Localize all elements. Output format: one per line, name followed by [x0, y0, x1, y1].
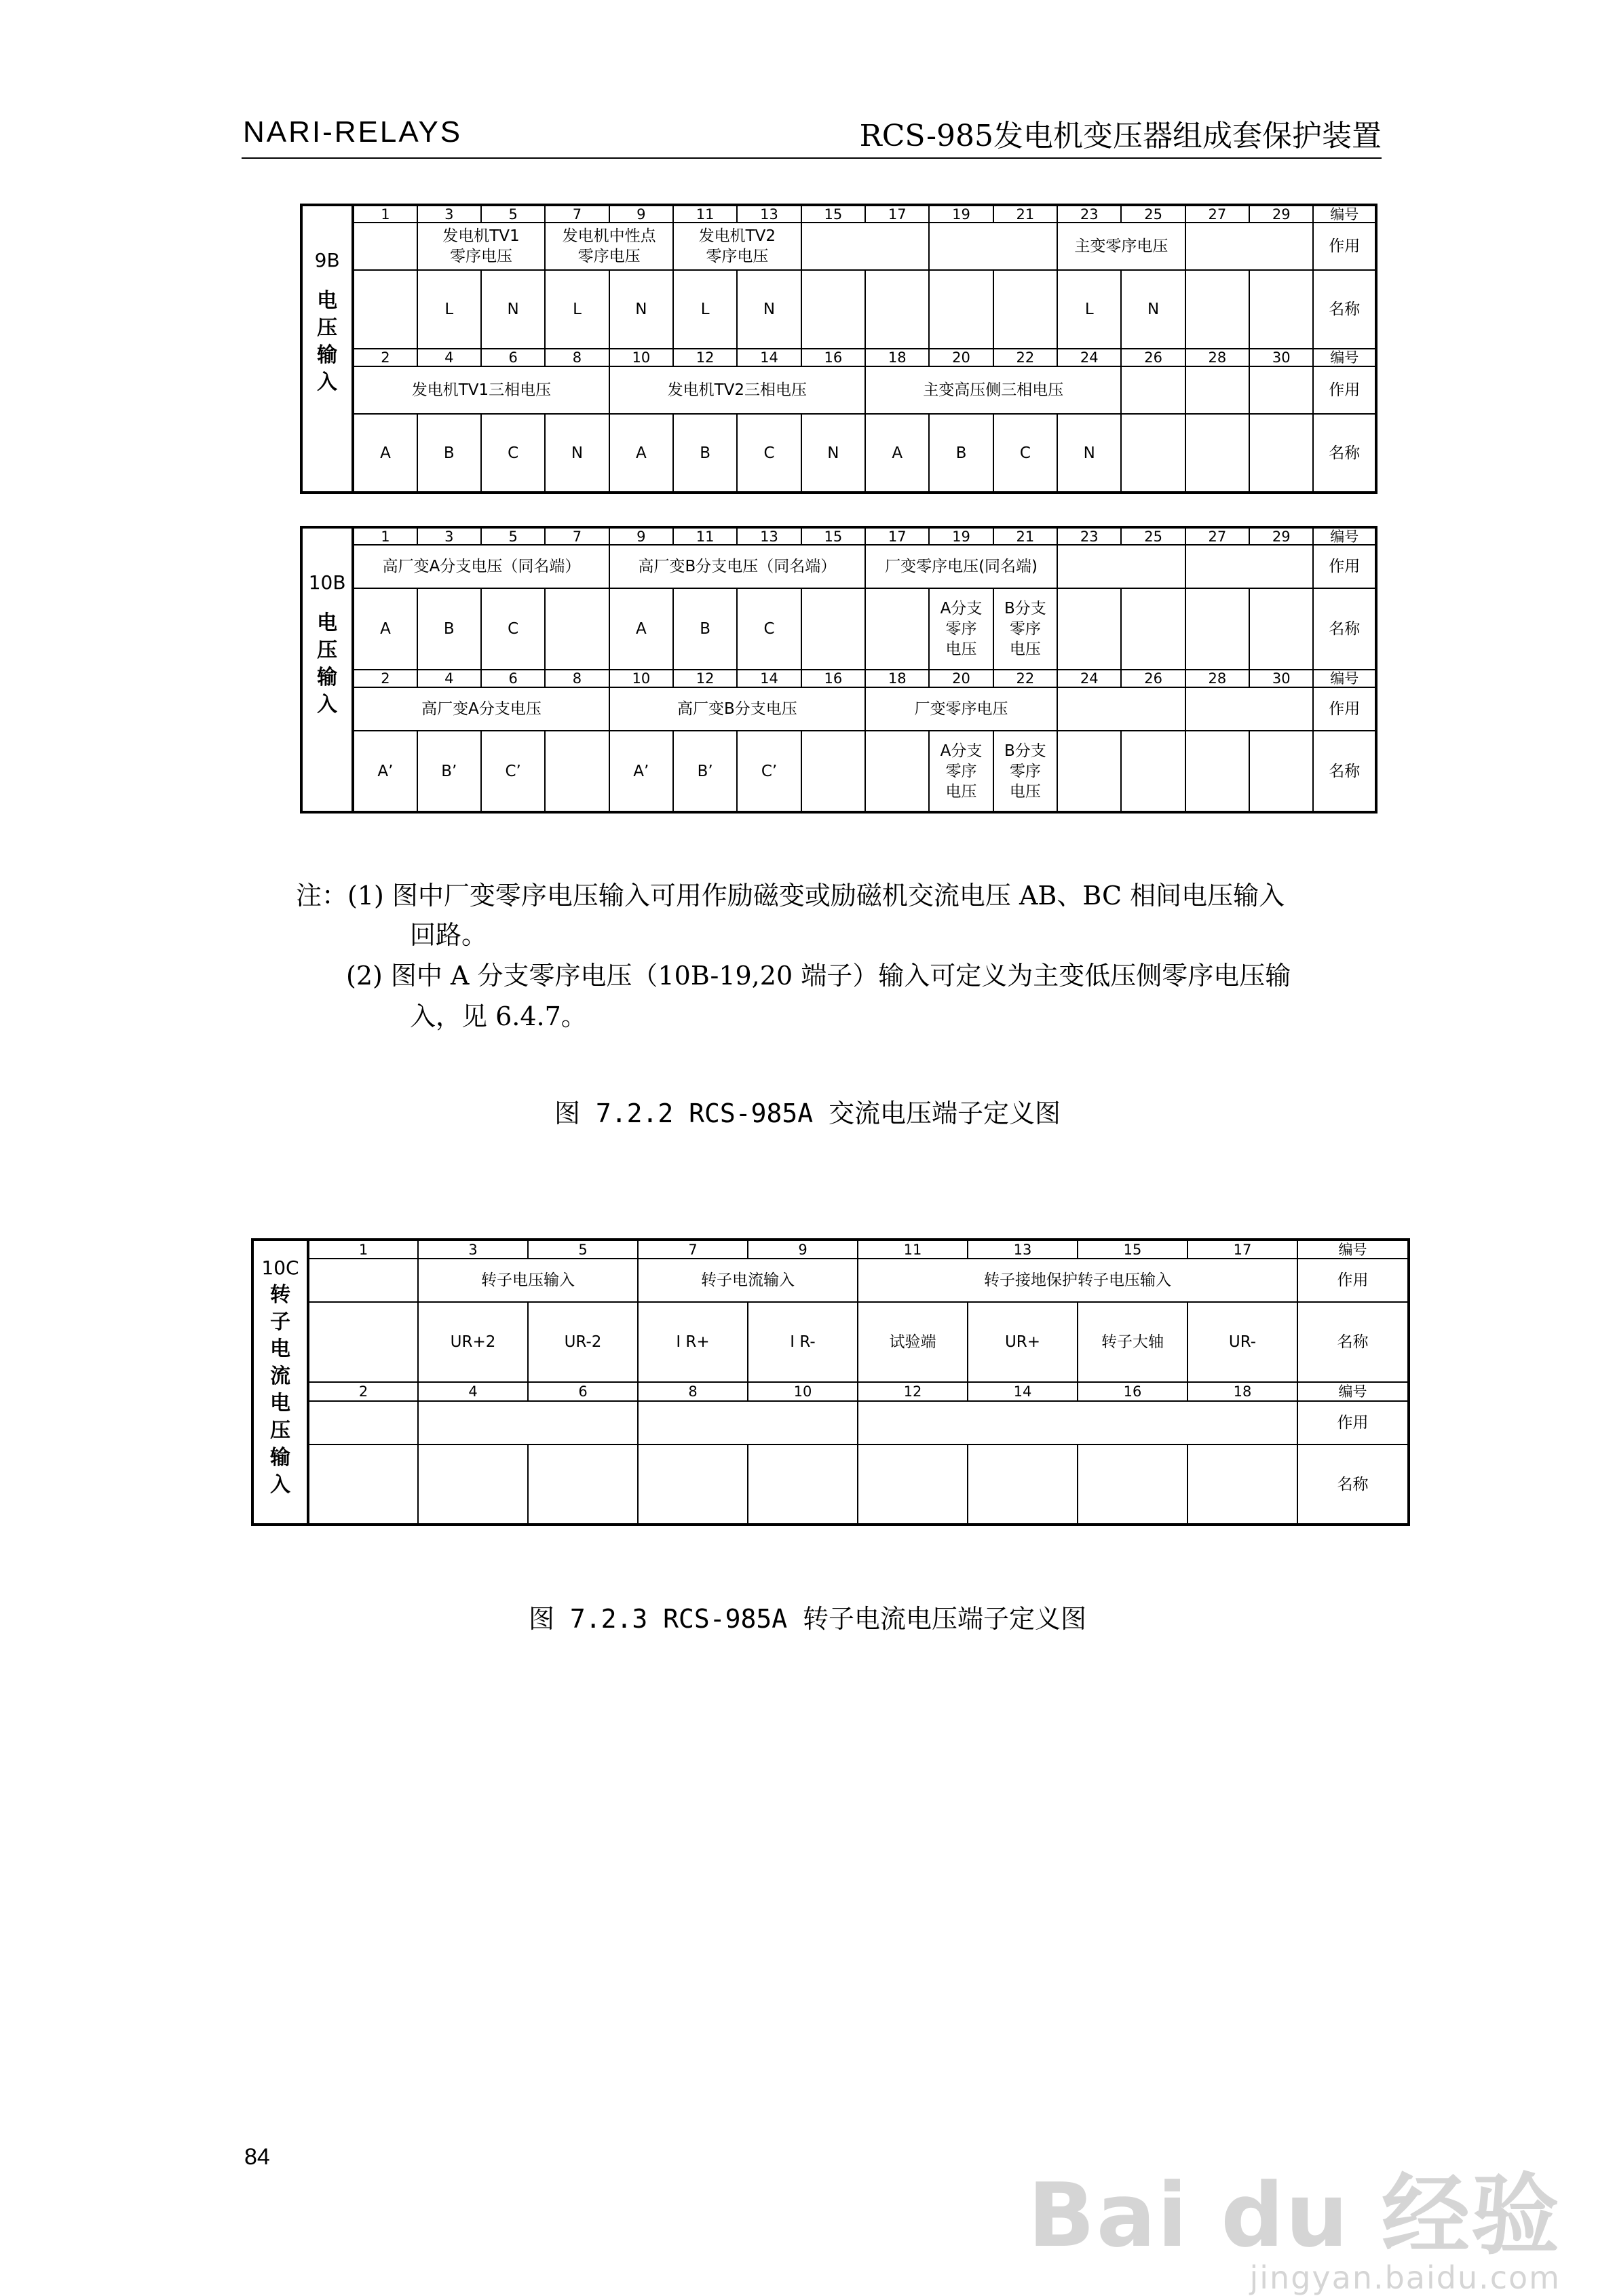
- terminal-name: L: [545, 270, 609, 349]
- row-legend-name: 名称: [1313, 270, 1376, 349]
- terminal-name: [1078, 1444, 1188, 1525]
- note-2: (2) 图中 A 分支零序电压（10B-19,20 端子）输入可定义为主变低压侧零序电压输: [346, 961, 1291, 991]
- terminal-name: N: [481, 270, 545, 349]
- terminal-number: 14: [737, 670, 801, 687]
- terminal-function: [801, 223, 930, 270]
- terminal-function: [1185, 366, 1249, 414]
- terminal-number: 21: [993, 527, 1057, 545]
- terminal-number: 10: [748, 1382, 858, 1401]
- terminal-number: 24: [1057, 670, 1121, 687]
- terminal-name: [858, 1444, 968, 1525]
- terminal-number: 27: [1185, 205, 1249, 223]
- terminal-name: [865, 270, 929, 349]
- terminal-function: [1121, 366, 1185, 414]
- terminal-number: 30: [1249, 349, 1313, 366]
- terminal-number: 30: [1249, 670, 1313, 687]
- terminal-number: 2: [308, 1382, 418, 1401]
- terminal-name: N: [545, 414, 609, 493]
- terminal-name: B: [417, 588, 481, 670]
- terminal-name: N: [1057, 414, 1121, 493]
- row-legend-num: 编号: [1313, 670, 1376, 687]
- terminal-name: N: [1121, 270, 1185, 349]
- header-rule: [242, 157, 1382, 159]
- note-1: 注：(1) 图中厂变零序电压输入可用作励磁变或励磁机交流电压 AB、BC 相间电压输入: [296, 881, 1285, 911]
- header-left: NARI-RELAYS: [243, 115, 463, 149]
- terminal-number: 9: [609, 205, 673, 223]
- terminal-name: A’: [609, 731, 673, 812]
- terminal-number: 11: [858, 1240, 968, 1259]
- terminal-function: [418, 1401, 638, 1444]
- terminal-name: A: [353, 414, 417, 493]
- terminal-name: [1249, 270, 1313, 349]
- terminal-number: 22: [993, 670, 1057, 687]
- terminal-function: 高厂变A分支电压（同名端）: [353, 545, 609, 588]
- terminal-number: 9: [609, 527, 673, 545]
- terminal-name: [1249, 414, 1313, 493]
- row-legend-name: 名称: [1313, 731, 1376, 812]
- terminal-number: 17: [865, 527, 929, 545]
- terminal-number: 3: [418, 1240, 528, 1259]
- terminal-name: UR-: [1188, 1302, 1297, 1382]
- terminal-name: N: [801, 414, 865, 493]
- terminal-block-label: [301, 205, 353, 493]
- row-legend-use: 作用: [1313, 687, 1376, 731]
- terminal-name: C: [481, 414, 545, 493]
- terminal-name: [1185, 270, 1249, 349]
- terminal-name: C: [481, 588, 545, 670]
- terminal-number: 18: [1188, 1382, 1297, 1401]
- terminal-name: [748, 1444, 858, 1525]
- terminal-name: [801, 588, 865, 670]
- terminal-number: 23: [1057, 527, 1121, 545]
- header-right: RCS-985发电机变压器组成套保护装置: [859, 119, 1382, 153]
- terminal-number: 5: [481, 205, 545, 223]
- watermark-brand: Bai du 经验: [1027, 2164, 1561, 2267]
- terminal-name: I R-: [748, 1302, 858, 1382]
- terminal-number: 13: [737, 527, 801, 545]
- terminal-number: 4: [417, 349, 481, 366]
- terminal-name: [993, 270, 1057, 349]
- terminal-number: 4: [417, 670, 481, 687]
- terminal-number: 11: [673, 205, 737, 223]
- baidu-watermark: [1027, 2164, 1561, 2296]
- terminal-name: [545, 588, 609, 670]
- terminal-number: 6: [528, 1382, 638, 1401]
- terminal-name: B’: [673, 731, 737, 812]
- terminal-name: [865, 588, 929, 670]
- terminal-number: 11: [673, 527, 737, 545]
- terminal-number: 28: [1185, 670, 1249, 687]
- terminal-number: 19: [929, 527, 993, 545]
- terminal-name: [418, 1444, 528, 1525]
- terminal-number: 8: [545, 670, 609, 687]
- terminal-function: 高厂变B分支电压: [609, 687, 865, 731]
- row-legend-use: 作用: [1313, 545, 1376, 588]
- terminal-number: 12: [673, 670, 737, 687]
- terminal-function: 转子电流输入: [638, 1259, 858, 1302]
- row-legend-num: 编号: [1313, 349, 1376, 366]
- terminal-block-label: [301, 527, 353, 812]
- terminal-name: C’: [481, 731, 545, 812]
- terminal-name: UR+: [968, 1302, 1078, 1382]
- terminal-name: [865, 731, 929, 812]
- terminal-name: [1057, 588, 1121, 670]
- terminal-number: 18: [865, 670, 929, 687]
- terminal-function: [1185, 545, 1314, 588]
- terminal-name: [638, 1444, 748, 1525]
- terminal-function: [353, 223, 417, 270]
- terminal-name: A: [865, 414, 929, 493]
- terminal-name: [1185, 414, 1249, 493]
- terminal-number: 20: [929, 349, 993, 366]
- terminal-name: C: [737, 414, 801, 493]
- terminal-number: 6: [481, 349, 545, 366]
- terminal-function: [1057, 545, 1185, 588]
- terminal-name: I R+: [638, 1302, 748, 1382]
- terminal-name: A: [609, 414, 673, 493]
- terminal-name: [1121, 414, 1185, 493]
- terminal-number: 27: [1185, 527, 1249, 545]
- terminal-name: N: [609, 270, 673, 349]
- terminal-name: L: [417, 270, 481, 349]
- block-id: 10B: [308, 571, 346, 594]
- terminal-number: 3: [417, 527, 481, 545]
- terminal-name: N: [737, 270, 801, 349]
- page-number: 84: [244, 2144, 270, 2170]
- terminal-name: [801, 270, 865, 349]
- terminal-name: B分支 零序 电压: [993, 588, 1057, 670]
- terminal-name: [1185, 731, 1249, 812]
- terminal-function: [308, 1401, 418, 1444]
- terminal-number: 8: [638, 1382, 748, 1401]
- terminal-name: [308, 1444, 418, 1525]
- row-legend-num: 编号: [1313, 527, 1376, 545]
- terminal-number: 10: [609, 349, 673, 366]
- terminal-name: [1188, 1444, 1297, 1525]
- terminal-number: 15: [801, 527, 865, 545]
- terminal-function: 主变零序电压: [1057, 223, 1185, 270]
- terminal-number: 14: [737, 349, 801, 366]
- row-legend-use: 作用: [1313, 223, 1376, 270]
- terminal-table-10c: [251, 1238, 1410, 1526]
- terminal-function: [858, 1401, 1297, 1444]
- terminal-number: 15: [1078, 1240, 1188, 1259]
- figure-caption-7-2-3: 图 7.2.3 RCS-985A 转子电流电压端子定义图: [528, 1604, 1087, 1634]
- terminal-function: 转子接地保护转子电压输入: [858, 1259, 1297, 1302]
- note-1-cont: 回路。: [410, 920, 488, 950]
- terminal-number: 13: [968, 1240, 1078, 1259]
- terminal-number: 7: [545, 527, 609, 545]
- terminal-name: [1185, 588, 1249, 670]
- terminal-name: B: [673, 588, 737, 670]
- terminal-function: 高厂变B分支电压（同名端）: [609, 545, 865, 588]
- terminal-name: L: [673, 270, 737, 349]
- terminal-name: C’: [737, 731, 801, 812]
- terminal-number: 12: [858, 1382, 968, 1401]
- terminal-name: [968, 1444, 1078, 1525]
- terminal-number: 6: [481, 670, 545, 687]
- terminal-function: [1185, 223, 1314, 270]
- terminal-number: 26: [1121, 670, 1185, 687]
- terminal-name: B: [673, 414, 737, 493]
- terminal-function: [308, 1259, 418, 1302]
- terminal-block-label: [252, 1240, 308, 1525]
- terminal-name: [1121, 731, 1185, 812]
- terminal-number: 23: [1057, 205, 1121, 223]
- terminal-name: B: [929, 414, 993, 493]
- terminal-name: [1057, 731, 1121, 812]
- terminal-number: 21: [993, 205, 1057, 223]
- row-legend-num: 编号: [1313, 205, 1376, 223]
- terminal-function: [1057, 687, 1185, 731]
- terminal-function: 厂变零序电压: [865, 687, 1057, 731]
- terminal-number: 16: [801, 670, 865, 687]
- terminal-function: [1185, 687, 1314, 731]
- watermark-url: jingyan.baidu.com: [1249, 2259, 1561, 2296]
- terminal-number: 12: [673, 349, 737, 366]
- terminal-number: 13: [737, 205, 801, 223]
- terminal-name: 试验端: [858, 1302, 968, 1382]
- terminal-function: 发电机TV1 零序电压: [417, 223, 546, 270]
- row-legend-name: 名称: [1297, 1444, 1409, 1525]
- terminal-number: 2: [353, 349, 417, 366]
- terminal-number: 5: [481, 527, 545, 545]
- terminal-number: 25: [1121, 527, 1185, 545]
- terminal-name: [801, 731, 865, 812]
- terminal-table-10b: [300, 526, 1378, 814]
- terminal-name: A: [353, 588, 417, 670]
- terminal-name: [353, 270, 417, 349]
- terminal-number: 3: [417, 205, 481, 223]
- terminal-number: 1: [308, 1240, 418, 1259]
- row-legend-name: 名称: [1297, 1302, 1409, 1382]
- terminal-name: [1249, 731, 1313, 812]
- terminal-number: 4: [418, 1382, 528, 1401]
- terminal-number: 5: [528, 1240, 638, 1259]
- terminal-number: 20: [929, 670, 993, 687]
- terminal-name: [545, 731, 609, 812]
- terminal-function: [638, 1401, 858, 1444]
- block-description: 电 压 输 入: [317, 611, 338, 716]
- terminal-number: 2: [353, 670, 417, 687]
- terminal-number: 19: [929, 205, 993, 223]
- terminal-name: B分支 零序 电压: [993, 731, 1057, 812]
- terminal-table-9b: [300, 204, 1378, 494]
- row-legend-num: 编号: [1297, 1382, 1409, 1401]
- row-legend-use: 作用: [1313, 366, 1376, 414]
- block-id: 9B: [314, 249, 340, 271]
- terminal-function: 发电机TV2 零序电压: [673, 223, 801, 270]
- terminal-name: [528, 1444, 638, 1525]
- terminal-name: [308, 1302, 418, 1382]
- terminal-function: 发电机中性点 零序电压: [545, 223, 673, 270]
- terminal-number: 8: [545, 349, 609, 366]
- terminal-number: 22: [993, 349, 1057, 366]
- terminal-number: 1: [353, 527, 417, 545]
- terminal-name: A: [609, 588, 673, 670]
- terminal-name: UR-2: [528, 1302, 638, 1382]
- terminal-number: 17: [865, 205, 929, 223]
- terminal-number: 18: [865, 349, 929, 366]
- terminal-name: 转子大轴: [1078, 1302, 1188, 1382]
- terminal-name: B’: [417, 731, 481, 812]
- row-legend-use: 作用: [1297, 1401, 1409, 1444]
- terminal-number: 26: [1121, 349, 1185, 366]
- terminal-name: A’: [353, 731, 417, 812]
- terminal-function: 高厂变A分支电压: [353, 687, 609, 731]
- figure-caption-7-2-2: 图 7.2.2 RCS-985A 交流电压端子定义图: [554, 1098, 1061, 1128]
- terminal-name: [929, 270, 993, 349]
- note-2-cont: 入，见 6.4.7。: [410, 1001, 587, 1031]
- terminal-number: 7: [638, 1240, 748, 1259]
- terminal-name: L: [1057, 270, 1121, 349]
- terminal-number: 29: [1249, 205, 1313, 223]
- terminal-function: [929, 223, 1057, 270]
- terminal-number: 24: [1057, 349, 1121, 366]
- terminal-number: 14: [968, 1382, 1078, 1401]
- terminal-number: 9: [748, 1240, 858, 1259]
- row-legend-use: 作用: [1297, 1259, 1409, 1302]
- terminal-function: 主变高压侧三相电压: [865, 366, 1121, 414]
- terminal-number: 17: [1188, 1240, 1297, 1259]
- row-legend-name: 名称: [1313, 588, 1376, 670]
- terminal-number: 28: [1185, 349, 1249, 366]
- row-legend-num: 编号: [1297, 1240, 1409, 1259]
- terminal-name: [1121, 588, 1185, 670]
- terminal-name: C: [993, 414, 1057, 493]
- terminal-name: B: [417, 414, 481, 493]
- block-id: 10C: [261, 1257, 299, 1279]
- terminal-name: A分支 零序 电压: [929, 588, 993, 670]
- terminal-name: UR+2: [418, 1302, 528, 1382]
- row-legend-name: 名称: [1313, 414, 1376, 493]
- terminal-number: 1: [353, 205, 417, 223]
- block-description: 电 压 输 入: [317, 289, 338, 394]
- terminal-number: 15: [801, 205, 865, 223]
- terminal-name: A分支 零序 电压: [929, 731, 993, 812]
- terminal-number: 25: [1121, 205, 1185, 223]
- terminal-function: 发电机TV1三相电压: [353, 366, 609, 414]
- terminal-name: C: [737, 588, 801, 670]
- terminal-number: 16: [1078, 1382, 1188, 1401]
- block-description: 转 子 电 流 电 压 输 入: [270, 1283, 290, 1497]
- terminal-function: [1249, 366, 1313, 414]
- terminal-function: 厂变零序电压(同名端): [865, 545, 1057, 588]
- terminal-number: 16: [801, 349, 865, 366]
- terminal-function: 发电机TV2三相电压: [609, 366, 865, 414]
- terminal-number: 7: [545, 205, 609, 223]
- terminal-number: 10: [609, 670, 673, 687]
- terminal-name: [1249, 588, 1313, 670]
- terminal-function: 转子电压输入: [418, 1259, 638, 1302]
- terminal-number: 29: [1249, 527, 1313, 545]
